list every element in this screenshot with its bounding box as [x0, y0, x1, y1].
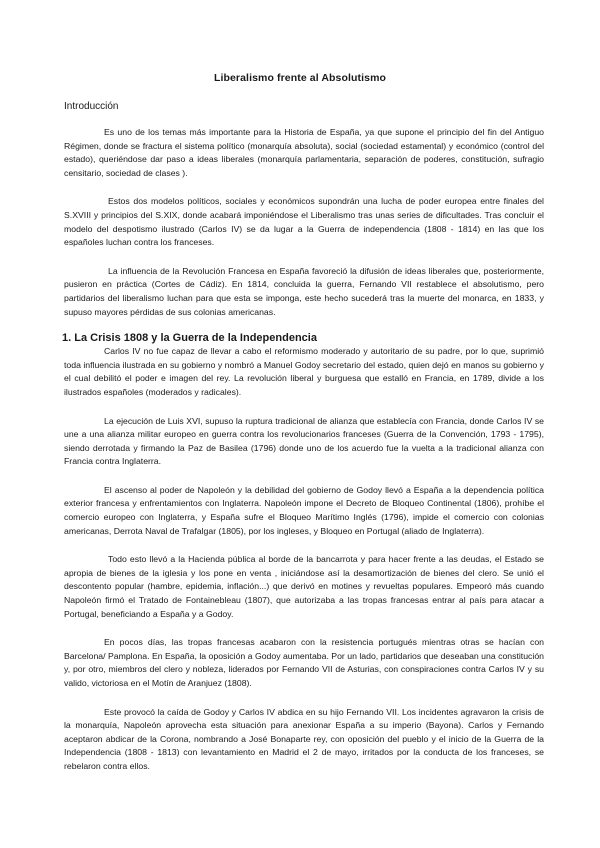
document-title: Liberalismo frente al Absolutismo [213, 72, 387, 84]
section-paragraph-6: Este provocó la caída de Godoy y Carlos IV abdica en su hijo Fernando VII. Los incidentes agravaron la crisis de la monarquía, Napoleón aprovecha esta situación para anexionar España a su imperio (Bayona). Carlos y Fernando aceptaron abdicar de la Corona, nombrando a José Bonaparte rey, con oposición del pueblo y el inicio de la Guerra de la Independencia (1808 - 1813) con levantamiento en Madrid el 2 de mayo, irritados por la conducta de los franceses, se rebelaron contra ellos. [64, 706, 544, 771]
section-heading: 1. La Crisis 1808 y la Guerra de la Independencia [62, 332, 317, 345]
intro-paragraph-3: La influencia de la Revolución Francesa en España favoreció la difusión de ideas liberales que, posteriormente, pusieron en práctica (Cortes de Cádiz). En 1814, concluida la guerra, Fernando VII restablece el absolutismo, pero partidarios del liberalismo luchan para que esta se imponga, este hecho sucederá tras la muerte del monarca, en 1833, y supuso mayores pérdidas de sus colonias americanas. [64, 265, 544, 317]
intro-paragraph-1: Es uno de los temas más importante para la Historia de España, ya que supone el principio del fin del Antiguo Régimen, donde se fractura el sistema político (monarquía absoluta), social (sociedad estamental) y económico (control del estado), queriéndose dar paso a ideas liberales (monarquía parlamentaria, separación de poderes, constitución, sufragio censitario, sociedad de clases ). [64, 127, 544, 178]
section-paragraph-2: La ejecución de Luis XVI, supuso la ruptura tradicional de alianza que establecía con Francia, donde Carlos IV se une a una alianza militar europeo en guerra contra los revolucionarios franceses (Guerra de la Convención, 1793 - 1795), siendo derrotada y firmando la Paz de Basilea (1796) donde uno de los acuerdo fue la vuelta a la tradicional alianza con Francia contra Inglaterra. [64, 415, 544, 467]
section-paragraph-4: Todo esto llevó a la Hacienda pública al borde de la bancarrota y para hacer frente a las deudas, el Estado se apropia de bienes de la iglesia y los pone en venta , iniciándose así la desamortización de bienes del clero. Se unió el descontento popular (hambre, epidemia, inflación...) que derivó en motines y revueltas populares. Empeoró más cuando Napoleón firmó el Tratado de Fontainebleau (1807), que autorizaba a las tropas francesas entrar al país para atacar a Portugal, beneficiando a España y a Godoy. [64, 554, 544, 619]
intro-paragraph-2: Estos dos modelos políticos, sociales y económicos supondrán una lucha de poder europea entre finales del S.XVIII y principios del S.XIX, donde acabará imponiéndose el Liberalismo tras unas series de dificultades. Tras concluir el modelo del despotismo ilustrado (Carlos IV) se da lugar a la Guerra de independencia (1808 - 1814) en las que los españoles luchan contra los franceses. [64, 196, 544, 248]
section-paragraph-3: El ascenso al poder de Napoleón y la debilidad del gobierno de Godoy llevó a España a la dependencia política exterior francesa y enfrentamientos con Inglaterra. Napoleón impone el Decreto de Bloqueo Continental (1806), prohíbe el comercio europeo con Inglaterra, y España sufre el Bloqueo Marítimo Inglés (1796), impide el comercio con colonias americanas, Derrota Naval de Trafalgar (1805), por los ingleses, y Bloqueo en Portugal (aliado de Inglaterra). [64, 484, 544, 536]
intro-heading: Introducción [64, 101, 119, 112]
document-body [64, 126, 544, 789]
section-paragraph-5: En pocos días, las tropas francesas acabaron con la resistencia portugués mientras otras se hacían con Barcelona/ Pamplona. En España, la oposición a Godoy aumentaba. Por un lado, partidarios que deseaban una constitución y, por otro, miembros del clero y nobleza, liderados por Fernando VII de Asturias, con conspiraciones contra Carlos IV y su valido, victoriosa en el Motín de Aranjuez (1808). [64, 637, 544, 688]
section-paragraph-1: Carlos IV no fue capaz de llevar a cabo el reformismo moderado y autoritario de su padre, por lo que, suprimió toda influencia ilustrada en su gobierno y nombró a Manuel Godoy secretario del estado, quien dejó en manos su gobierno y el cual debilitó el poder e imagen del rey. La revolución liberal y burguesa que estalló en Francia, en 1789, divide a los ilustrados españoles (moderados y radicales). [64, 346, 544, 397]
